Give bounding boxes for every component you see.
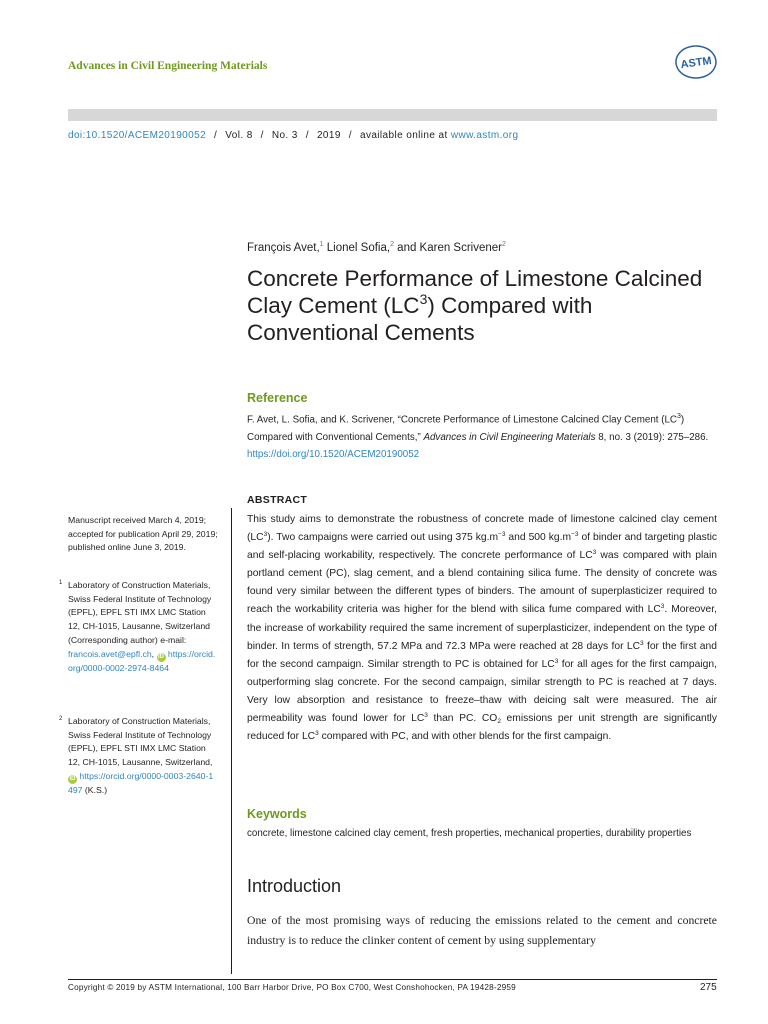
issue: No. 3 — [271, 130, 298, 141]
introduction-text: One of the most promising ways of reducing the emissions related to the cement and concrete industry is to reduce the clinker content of cement by using supplementary — [247, 914, 717, 947]
orcid-link[interactable]: https://orcid.org/0000-0003-2640-1497 — [68, 770, 214, 795]
orcid-icon: iD — [158, 653, 164, 660]
volume: Vol. 8 — [225, 130, 253, 141]
affiliation-2: 2 Laboratory of Construction Materials, Swiss Federal Institute of Technology (EPFL), EPFL STI IMX LMC Station 12, CH-1015, Lausanne, Switzerland, iD https://orcid.org/0000-0003-2640-1497 (K.S.) — [68, 715, 218, 798]
introduction-heading: Introduction — [247, 876, 342, 896]
affiliation-mark[interactable]: 1 — [319, 241, 324, 248]
orcid-link[interactable]: https://orcid.org/0000-0002-2974-8464 — [68, 648, 216, 673]
article-meta: doi:10.1520/ACEM20190052 / Vol. 8 / No. 3 / 2019 / available online at www.astm.org — [68, 130, 519, 141]
astm-logo — [672, 44, 720, 80]
author-name: Lionel Sofia, — [326, 241, 391, 254]
reference-heading: Reference — [247, 391, 308, 405]
reference-text: F. Avet, L. Sofia, and K. Scrivener, “Concrete Performance of Limestone Calcined Clay Cement $(LC^3)$ Compared with Conventional Cements,” Advances in Civil Engineering Materials 8, no. 3 (2019): 275–286. https://doi.org/10.1520/ACEM20190052 — [247, 413, 709, 461]
journal-name: Advances in Civil Engineering Materials — [68, 60, 268, 72]
keywords-text: concrete, limestone calcined clay cement, fresh properties, mechanical properties, durability properties — [247, 828, 692, 839]
footnote-mark: 1 — [59, 580, 63, 586]
abstract-text: This study aims to demonstrate the robustness of concrete made of limestone calcined clay cement $(LC^3)$. Two campaigns were carried out using 375 $kg.m^{-3}$ and 500 $kg.m^{-3}$ of binder and targeting plastic and self-placing workability, respectively. The concrete performance of $LC^3$ was compared with plain portland cement (PC), slag cement, and a blend containing silica fume. The density of concrete was found very similar between the different types of binders. The amount of superplasticizer required to reach the workability criteria was higher for the blend with silica fume compared with $LC^3$. Moreover, the increase of workability required the same increment of superplasticizer, independent on the type of binder. In terms of strength, 57.2 MPa and 72.3 MPa were reached at 28 days for $LC^3$ for the first and for the second campaign. Similar strength to PC is obtained for $LC^3$ for all ages for the first campaign, outperforming slag concrete. For the second campaign, similar strength to PC is reached at 7 days. Very low absorption and resistance to freeze–thaw with deicing salt were measured. The air permeability was found lower for $LC^3$ than PC. $CO_2$ emissions per unit strength are significantly reduced for $LC^3$ compared with PC, and with other blends for the first campaign. — [247, 514, 718, 743]
affiliation-1: 1 Laboratory of Construction Materials, Swiss Federal Institute of Technology (EPFL), EPFL STI IMX LMC Station 12, CH-1015, Lausanne, Switzerland (Corresponding author) e-mail: francois.avet@epfl.ch, iD https://orcid.org/0000-0002-2974-8464 — [68, 579, 218, 675]
reference-doi-link[interactable]: https://doi.org/10.1520/ACEM20190052 — [247, 449, 420, 461]
author-name: and Karen Scrivener — [397, 241, 503, 254]
doi-link[interactable]: doi:10.1520/ACEM20190052 — [68, 130, 207, 141]
affiliation-mark[interactable]: 2 — [502, 241, 506, 248]
author-name: François Avet, — [247, 241, 320, 254]
sidebar-divider — [231, 508, 232, 974]
manuscript-dates: Manuscript received March 4, 2019; accepted for publication April 29, 2019; published online June 3, 2019. — [68, 515, 218, 553]
email-link[interactable]: francois.avet@epfl.ch — [68, 648, 152, 659]
article-title: Concrete Performance of Limestone Calcined Clay Cement $(LC^3)$ Compared with Conventional Cements — [247, 266, 703, 345]
page-number: 275 — [700, 982, 717, 993]
available-text: available online at — [359, 130, 448, 141]
orcid-icon: iD — [69, 775, 76, 782]
affiliation-mark[interactable]: 2 — [390, 241, 394, 248]
footnote-mark: 2 — [59, 716, 63, 722]
author-list — [247, 241, 506, 254]
copyright-notice: Copyright © 2019 by ASTM International, 100 Barr Harbor Drive, PO Box C700, West Conshohocken, PA 19428-2959 — [68, 983, 516, 992]
header-bar — [68, 109, 717, 121]
svg-text:ASTM: ASTM — [679, 54, 713, 72]
astm-url-link[interactable]: www.astm.org — [450, 130, 519, 141]
footer-rule — [68, 979, 717, 980]
abstract-heading: ABSTRACT — [247, 494, 308, 506]
year: 2019 — [316, 130, 341, 141]
keywords-heading: Keywords — [247, 807, 307, 821]
